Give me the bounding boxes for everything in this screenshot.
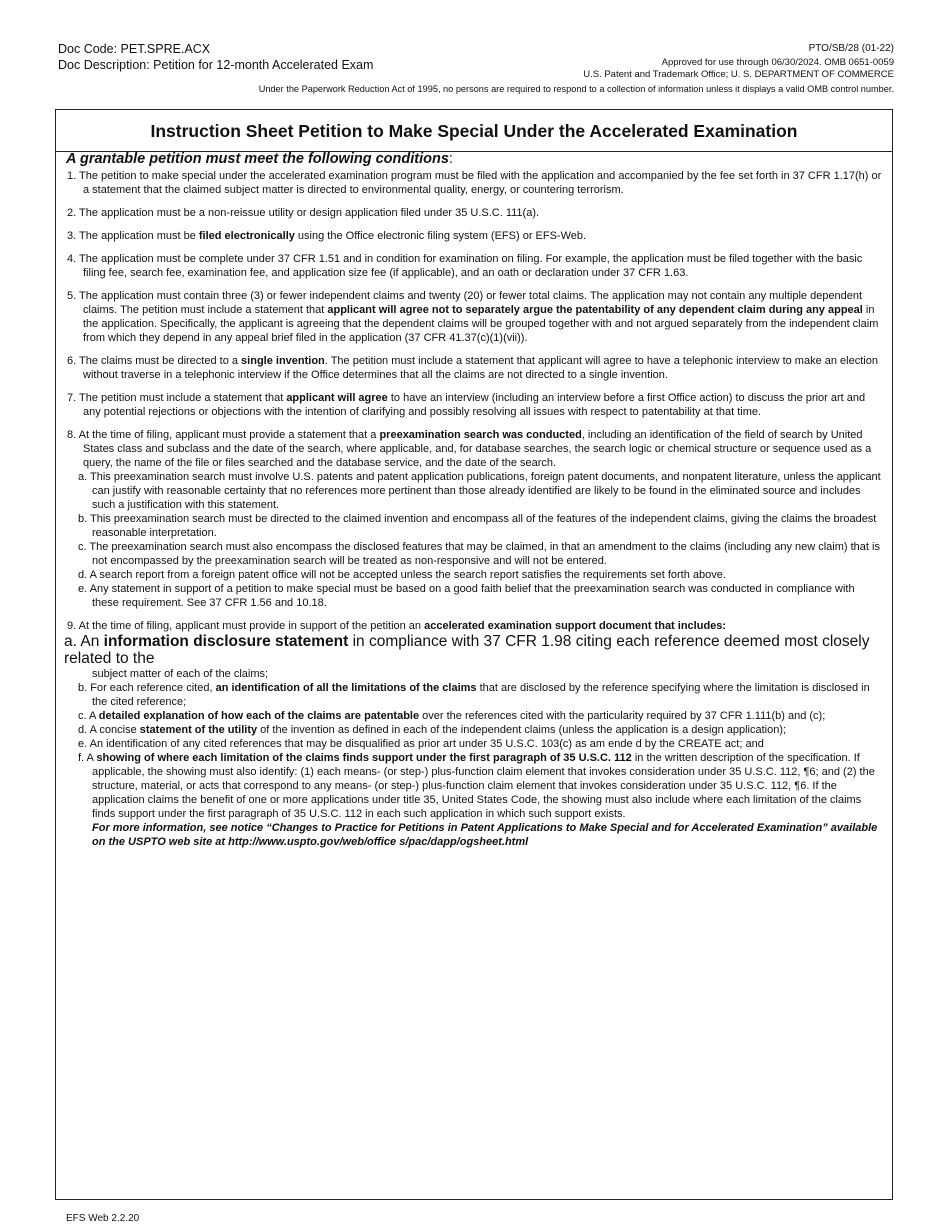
condition-9d: d. A concise statement of the utility of the invention as defined in each of the independent claims (unless the application is a design application); <box>78 724 787 736</box>
more-info-note: For more information, see notice “Changes to Practice for Petitions in Patent Applications to Make Special and for Accelerated Examination” available on the USPTO web site at http://www.uspto.gov/web/office s/pac/dapp/ogsheet.html <box>92 822 878 848</box>
condition-4: 4. The application must be complete under 37 CFR 1.51 and in condition for examination on filing. For example, the application must be filed together with the basic filing fee, search fee, examination fee, and application size fee (if applicable), and an oath or declaration under 37 CFR 1.63. <box>67 253 863 279</box>
instruction-sheet-frame <box>55 109 893 1200</box>
condition-8b: b. This preexamination search must be directed to the claimed invention and encompass all of the features of the independent claims, giving the claims the broadest reasonable interpretation. <box>78 513 877 539</box>
form-number: PTO/SB/28 (01-22) <box>808 43 894 54</box>
approval-text: Approved for use through 06/30/2024. OMB 0651-0059 <box>661 56 894 68</box>
office-text: U.S. Patent and Trademark Office; U. S. DEPARTMENT OF COMMERCE <box>583 69 894 80</box>
page-title: Instruction Sheet Petition to Make Special Under the Accelerated Examination <box>56 110 892 152</box>
condition-8a: a. This preexamination search must involve U.S. patents and patent application publications, foreign patent documents, and nonpatent literature, unless the applicant can justify with reasonable certainty that no references more pertinent than those already identified are likely to be found in the eliminated source and includes such a justification with this statement. <box>78 471 881 511</box>
doc-header-right <box>583 43 894 82</box>
condition-5: 5. The application must contain three (3) or fewer independent claims and twenty (20) or fewer total claims. The application may not contain any multiple dependent claims. The petition must include a statement that applicant will agree not to separately argue the patentability of any dependent claim during any appeal in the application. Specifically, the applicant is agreeing that the dependent claims will be grouped together with and not argued separately from the independent claim from which they depend in any appeal brief filed in the application (37 CFR 41.37(c)(1)(vii)). <box>67 290 879 344</box>
doc-description: Doc Description: Petition for 12-month Accelerated Exam <box>58 58 374 72</box>
condition-9a-tail: subject matter of each of the claims; <box>92 668 269 680</box>
condition-7: 7. The petition must include a statement that applicant will agree to have an interview (including an interview before a first Office action) to discuss the prior art and any potential rejections or objections with the intention of clarifying and possibly resolving all issues with respect to patentability at that time. <box>67 392 866 418</box>
condition-9c: c. A detailed explanation of how each of the claims are patentable over the references cited with the particularity required by 37 CFR 1.111(b) and (c); <box>78 710 826 722</box>
conditions-heading: A grantable petition must meet the following conditions: <box>66 151 453 167</box>
doc-code: Doc Code: PET.SPRE.ACX <box>58 42 211 56</box>
doc-header-left <box>58 41 373 73</box>
condition-9: 9. At the time of filing, applicant must provide in support of the petition an accelerated examination support document that includes: <box>67 620 727 632</box>
condition-3: 3. The application must be filed electronically using the Office electronic filing system (EFS) or EFS-Web. <box>67 230 587 242</box>
condition-9a-continued: related to the <box>64 650 155 667</box>
condition-9b: b. For each reference cited, an identification of all the limitations of the claims that are disclosed by the reference specifying where the limitation is disclosed in the cited reference; <box>78 682 870 708</box>
condition-6: 6. The claims must be directed to a single invention. The petition must include a statement that applicant will agree to have a telephonic interview to make an election without traverse in a telephonic interview if the Office determines that all the claims are not directed to a single invention. <box>67 355 878 381</box>
condition-8c: c. The preexamination search must also encompass the disclosed features that may be claimed, in that an amendment to the claims (including any new claim) that is not encompassed by the preexamination search will be treated as non-responsive and will not be entered. <box>78 541 880 567</box>
condition-1: 1. The petition to make special under the accelerated examination program must be filed with the application and accompanied by the fee set forth in 37 CFR 1.17(h) or a statement that the claimed subject matter is directed to environmental quality, energy, or countering terrorism. <box>67 170 882 196</box>
paperwork-notice: Under the Paperwork Reduction Act of 1995, no persons are required to respond to a collection of information unless it displays a valid OMB control number. <box>258 84 894 94</box>
efs-version-footer: EFS Web 2.2.20 <box>66 1213 140 1224</box>
condition-8e: e. Any statement in support of a petition to make special must be based on a good faith belief that the preexamination search was conducted in compliance with these requirement. See 37 CFR 1.56 and 10.18. <box>78 583 855 609</box>
condition-8: 8. At the time of filing, applicant must provide a statement that a preexamination search was conducted, including an identification of the field of search by United States class and subclass and the date of the search, where applicable, and, for database searches, the search logic or chemical structure or sequence used as a query, the name of the file or files searched and the database service, and the date of the search. <box>67 429 872 469</box>
condition-2: 2. The application must be a non-reissue utility or design application filed under 35 U.S.C. 111(a). <box>67 207 540 219</box>
instruction-content <box>56 152 892 849</box>
condition-9f: f. A showing of where each limitation of the claims finds support under the first paragraph of 35 U.S.C. 112 in the written description of the specification. If applicable, the showing must also identify: (1) each means- (or step-) plus-function claim element that invokes consideration under 35 U.S.C. 112, ¶6; and (2) the structure, material, or acts that correspond to any means- (or step-) plus-function claim element that invokes consideration under 35 U.S.C. 112, ¶6. If the application claims the benefit of one or more applications under title 35, United States Code, the showing must also include where each limitation of the claims finds support under the first paragraph of 35 U.S.C. 112 in each such application in which such support exists. <box>78 752 875 820</box>
condition-8d: d. A search report from a foreign patent office will not be accepted unless the search report satisfies the requirements set forth above. <box>78 569 726 581</box>
condition-9e: e. An identification of any cited references that may be disqualified as prior art under 35 U.S.C. 103(c) as am ende d by the CREATE act; and <box>78 738 764 750</box>
condition-9a: a. An information disclosure statement in compliance with 37 CFR 1.98 citing each reference deemed most closely <box>64 633 870 650</box>
